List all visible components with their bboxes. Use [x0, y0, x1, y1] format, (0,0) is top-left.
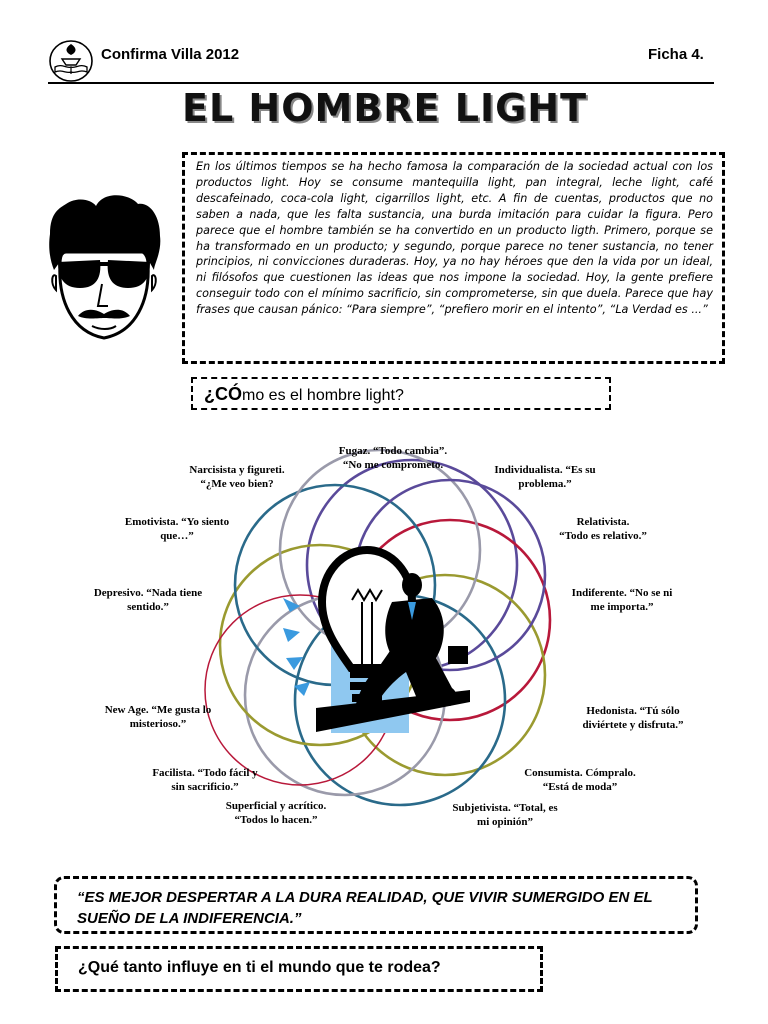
trait-narcisista: Narcisista y figureti. “¿Me veo bien?	[189, 464, 285, 490]
quote-text: “ES MEJOR DESPERTAR A LA DURA REALIDAD, QUE VIVIR SUMERGIDO EN EL SUEÑO DE LA INDIFERENCIA.”	[77, 889, 653, 927]
trait-facilista: Facilista. “Todo fácil y sin sacrificio.”	[152, 767, 258, 793]
trait-relativista: Relativista. “Todo es relativo.”	[559, 516, 647, 542]
trait-new-age: New Age. “Me gusta lo misterioso.”	[104, 704, 212, 730]
man-with-sunglasses-illustration	[38, 160, 170, 346]
final-question-text: ¿Qué tanto influye en ti el mundo que te rodea?	[78, 959, 441, 976]
trait-subjetivista: Subjetivista. “Total, es mi opinión”	[452, 802, 558, 828]
trait-hedonista: Hedonista. “Tú sólo diviértete y disfruta.”	[582, 705, 684, 731]
header-program-name: Confirma Villa 2012	[101, 46, 240, 63]
trait-fugaz: Fugaz. “Todo cambia”. “No me comprometo.	[338, 445, 448, 471]
intro-paragraph: En los últimos tiempos se ha hecho famosa la comparación de la sociedad actual con los productos light. Hoy se consume mantequilla light, pan integral, leche light, café descafeinado, coca-cola light, cigarrillos light, etc. A fin de cuentas, productos que no saben a nada, que les falta sustancia, una burda imitación para cuidar la figura. Pero parece que el hombre también se ha convertido en un producto ligth. Primero, porque se ha transformado en un producto; y segundo, porque parece no tener sustancia, no tener principios, ni convicciones duraderas. Hoy, ya no hay héroes que den la vida por un ideal, ni filósofos que cuestionen las ideas que nos impone la sociedad. Hoy, la gente prefiere conseguir todo con el mínimo sacrificio, sin comprometerse, sin que duela. Parece que hay frases que causan pánico: “Para siempre”, “prefiero morir en el intento”, “La Verdad es ...”	[196, 160, 713, 317]
trait-depresivo: Depresivo. “Nada tiene sentido.”	[93, 587, 203, 613]
intro-text-box	[182, 152, 725, 364]
question-rest: mo es el hombre light?	[242, 387, 404, 404]
trait-individualista: Individualista. “Es su problema.”	[494, 464, 596, 490]
question-prefix: ¿CÓ	[204, 384, 242, 404]
page-title: EL HOMBRE LIGHT	[182, 86, 588, 130]
final-question-box	[55, 946, 543, 992]
question-how-is-light-man	[191, 377, 611, 410]
church-logo-icon	[48, 38, 94, 84]
rings-illustration	[0, 420, 768, 860]
trait-superficial: Superficial y acrítico. “Todos lo hacen.”	[225, 800, 327, 826]
trait-consumista: Consumista. Cómpralo. “Está de moda”	[524, 767, 636, 793]
header-divider	[48, 82, 714, 84]
header-sheet-number: Ficha 4.	[648, 46, 704, 63]
quote-box	[54, 876, 698, 934]
trait-emotivista: Emotivista. “Yo siento que…”	[124, 516, 230, 542]
traits-diagram	[0, 420, 768, 860]
trait-indiferente: Indiferente. “No se ni me importa.”	[571, 587, 673, 613]
